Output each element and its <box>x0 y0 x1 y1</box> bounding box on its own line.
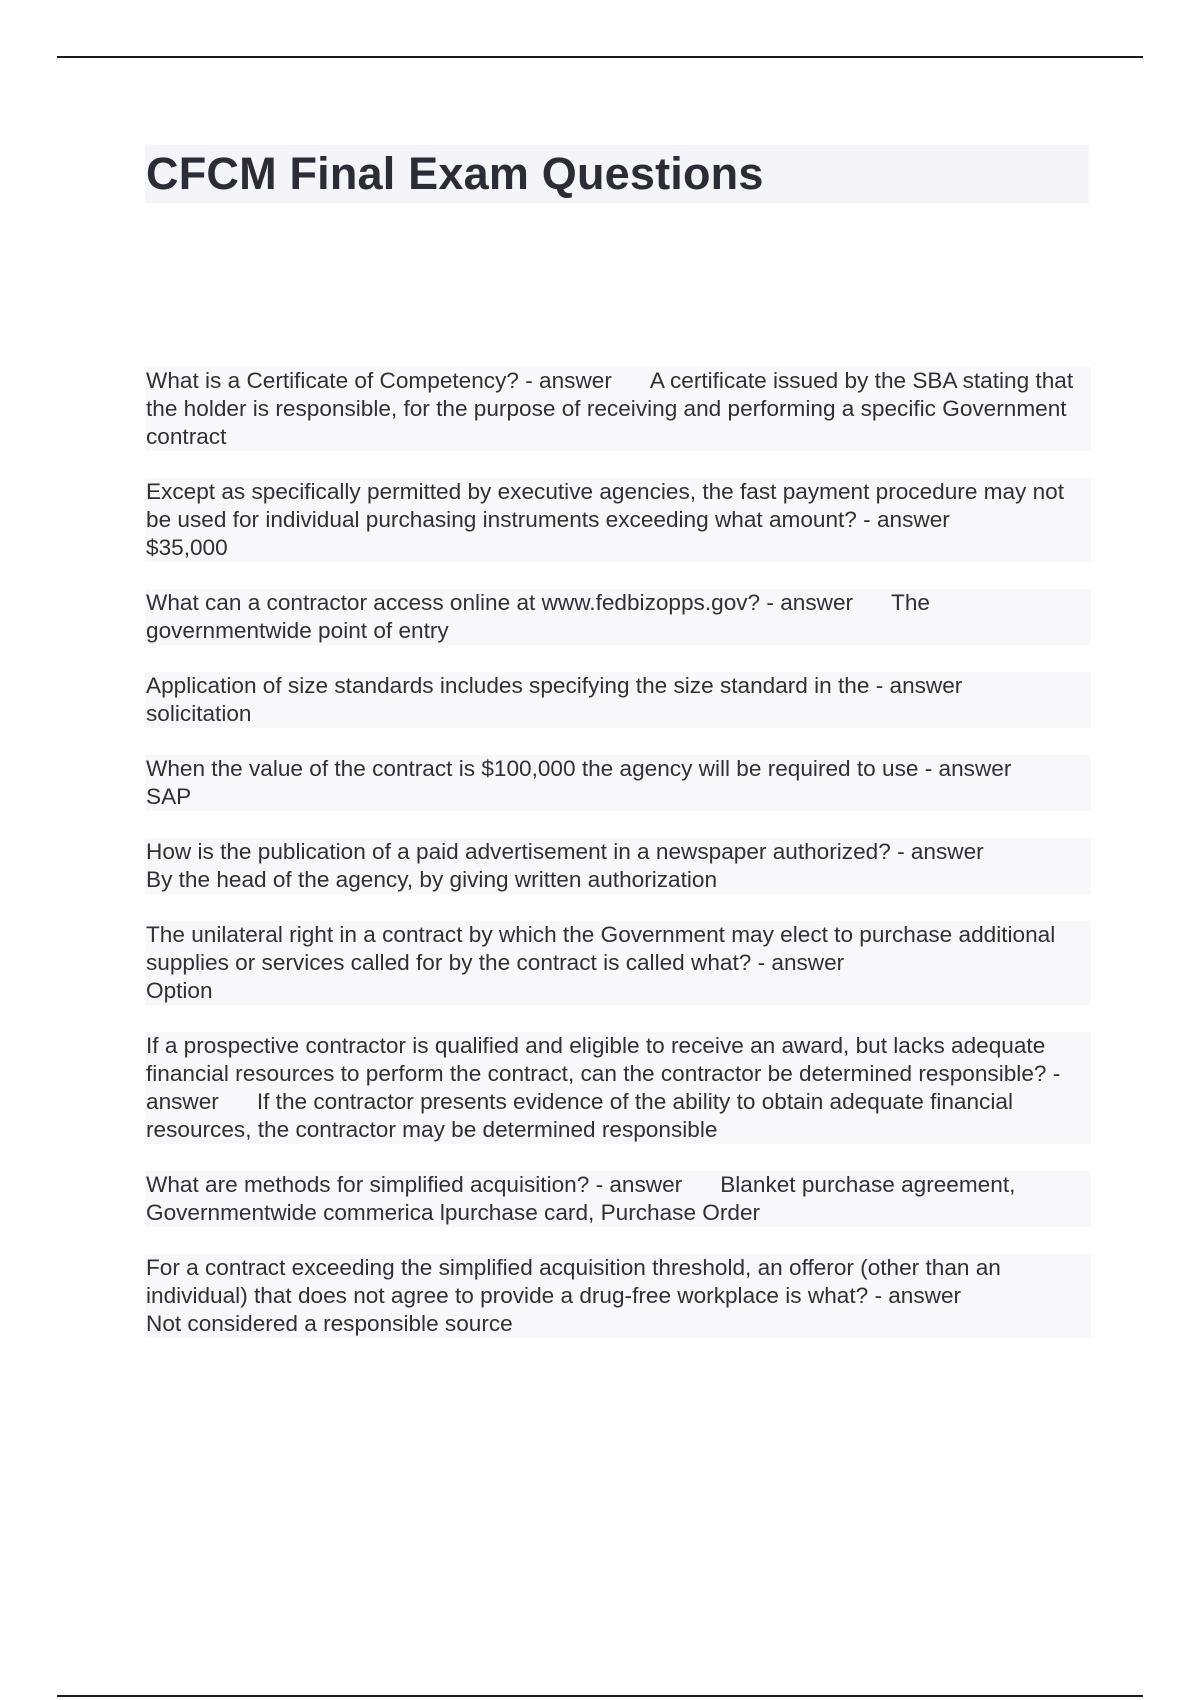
answer-text: By the head of the agency, by giving written authorization <box>146 867 718 892</box>
qa-item <box>145 755 1091 811</box>
qa-item <box>145 589 1091 645</box>
question-text: The unilateral right in a contract by which the Government may elect to purchase additional supplies or services called for by the contract is called what? - answer <box>146 922 1056 975</box>
question-text: When the value of the contract is $100,000 the agency will be required to use - answer <box>146 756 1012 781</box>
question-text: How is the publication of a paid advertisement in a newspaper authorized? - answer <box>146 839 984 864</box>
question-text: If a prospective contractor is qualified and eligible to receive an award, but lacks adequate financial resources to perform the contract, can the contractor be determined responsible? - answer <box>146 1033 1061 1114</box>
answer-text: solicitation <box>146 701 252 726</box>
answer-text: SAP <box>146 784 192 809</box>
top-divider <box>57 56 1143 58</box>
answer-text: If the contractor presents evidence of the ability to obtain adequate financial resources, the contractor may be determined responsible <box>146 1089 1013 1142</box>
answer-text: Not considered a responsible source <box>146 1311 513 1336</box>
question-text: What can a contractor access online at www.fedbizopps.gov? - answer <box>146 590 854 615</box>
question-text: What is a Certificate of Competency? - answer <box>146 368 612 393</box>
qa-item <box>145 478 1091 562</box>
bottom-divider <box>57 1695 1143 1697</box>
qa-item <box>145 1171 1091 1227</box>
qa-item <box>145 921 1091 1005</box>
question-text: What are methods for simplified acquisition? - answer <box>146 1172 683 1197</box>
qa-item <box>145 1032 1091 1144</box>
qa-item <box>145 1254 1091 1338</box>
question-text: For a contract exceeding the simplified acquisition threshold, an offeror (other than an individual) that does not agree to provide a drug-free workplace is what? - answer <box>146 1255 1001 1308</box>
question-text: Application of size standards includes specifying the size standard in the - answer <box>146 673 963 698</box>
answer-text: Option <box>146 978 213 1003</box>
question-list <box>145 367 1091 1365</box>
question-text: Except as specifically permitted by executive agencies, the fast payment procedure may not be used for individual purchasing instruments exceeding what amount? - answer <box>146 479 1065 532</box>
answer-text: Blanket purchase agreement, Governmentwide commerica lpurchase card, Purchase Order <box>146 1172 1016 1225</box>
qa-item <box>145 672 1091 728</box>
answer-text: $35,000 <box>146 535 228 560</box>
answer-text: The governmentwide point of entry <box>146 590 930 643</box>
document-title: CFCM Final Exam Questions <box>146 148 764 199</box>
qa-item <box>145 367 1091 451</box>
answer-text: A certificate issued by the SBA stating that the holder is responsible, for the purpose of receiving and performing a specific Government contract <box>146 368 1074 449</box>
qa-item <box>145 838 1091 894</box>
